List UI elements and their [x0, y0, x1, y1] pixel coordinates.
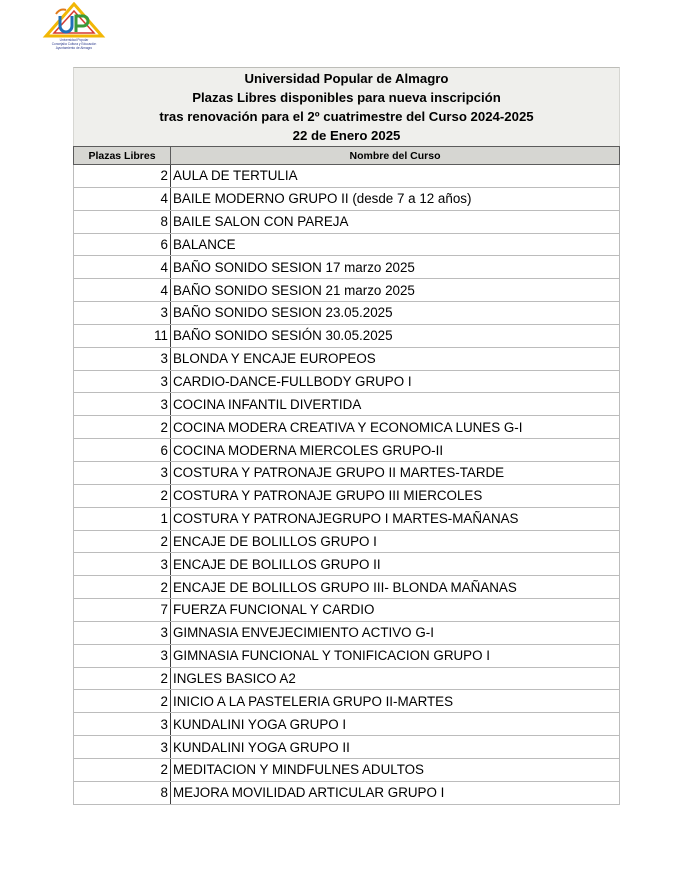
- places-cell: 2: [74, 758, 171, 781]
- table-header-row: [74, 147, 620, 165]
- course-name-cell: COCINA MODERA CREATIVA Y ECONOMICA LUNES G-I: [171, 416, 620, 439]
- table-row: [74, 461, 620, 484]
- places-cell: 8: [74, 781, 171, 804]
- table-row: [74, 439, 620, 462]
- course-name-cell: FUERZA FUNCIONAL Y CARDIO: [171, 599, 620, 622]
- table-body: [74, 165, 620, 805]
- places-cell: 3: [74, 644, 171, 667]
- course-name-cell: BAÑO SONIDO SESION 23.05.2025: [171, 302, 620, 325]
- places-cell: 11: [74, 324, 171, 347]
- places-cell: 7: [74, 599, 171, 622]
- logo-line-3: Ayuntamiento de Almagro: [55, 46, 93, 50]
- table-row: [74, 233, 620, 256]
- places-cell: 2: [74, 484, 171, 507]
- course-name-cell: BAILE MODERNO GRUPO II (desde 7 a 12 años): [171, 187, 620, 210]
- table-row: [74, 553, 620, 576]
- places-cell: 2: [74, 530, 171, 553]
- course-name-cell: COSTURA Y PATRONAJEGRUPO I MARTES-MAÑANAS: [171, 507, 620, 530]
- places-cell: 4: [74, 279, 171, 302]
- places-cell: 3: [74, 621, 171, 644]
- places-cell: 2: [74, 576, 171, 599]
- table-row: [74, 302, 620, 325]
- table-row: [74, 758, 620, 781]
- course-name-cell: BLONDA Y ENCAJE EUROPEOS: [171, 347, 620, 370]
- up-logo-icon: [38, 2, 110, 42]
- places-cell: 3: [74, 302, 171, 325]
- column-header-places: Plazas Libres: [74, 147, 171, 165]
- course-name-cell: BAÑO SONIDO SESION 21 marzo 2025: [171, 279, 620, 302]
- table-row: [74, 507, 620, 530]
- course-name-cell: MEDITACION Y MINDFULNES ADULTOS: [171, 758, 620, 781]
- course-name-cell: AULA DE TERTULIA: [171, 165, 620, 188]
- header-institution: Universidad Popular de Almagro: [244, 71, 449, 86]
- table-row: [74, 667, 620, 690]
- course-name-cell: ENCAJE DE BOLILLOS GRUPO III- BLONDA MAÑANAS: [171, 576, 620, 599]
- places-cell: 3: [74, 461, 171, 484]
- course-name-cell: GIMNASIA ENVEJECIMIENTO ACTIVO G-I: [171, 621, 620, 644]
- course-name-cell: GIMNASIA FUNCIONAL Y TONIFICACION GRUPO I: [171, 644, 620, 667]
- logo-line-2: Concejalía Cultura y Educación: [51, 42, 97, 46]
- places-cell: 3: [74, 347, 171, 370]
- table-row: [74, 256, 620, 279]
- course-name-cell: BAÑO SONIDO SESIÓN 30.05.2025: [171, 324, 620, 347]
- table-row: [74, 347, 620, 370]
- table-row: [74, 370, 620, 393]
- places-cell: 2: [74, 416, 171, 439]
- course-name-cell: KUNDALINI YOGA GRUPO I: [171, 713, 620, 736]
- course-name-cell: COSTURA Y PATRONAJE GRUPO III MIERCOLES: [171, 484, 620, 507]
- places-cell: 4: [74, 256, 171, 279]
- table-row: [74, 576, 620, 599]
- course-name-cell: MEJORA MOVILIDAD ARTICULAR GRUPO I: [171, 781, 620, 804]
- places-cell: 4: [74, 187, 171, 210]
- course-name-cell: COSTURA Y PATRONAJE GRUPO II MARTES-TARDE: [171, 461, 620, 484]
- document-header: [73, 67, 620, 146]
- course-name-cell: COCINA INFANTIL DIVERTIDA: [171, 393, 620, 416]
- table-row: [74, 644, 620, 667]
- places-cell: 6: [74, 439, 171, 462]
- places-cell: 3: [74, 393, 171, 416]
- places-cell: 3: [74, 553, 171, 576]
- table-row: [74, 690, 620, 713]
- course-name-cell: ENCAJE DE BOLILLOS GRUPO II: [171, 553, 620, 576]
- table-row: [74, 324, 620, 347]
- table-row: [74, 393, 620, 416]
- logo-caption: [38, 38, 110, 50]
- course-name-cell: BALANCE: [171, 233, 620, 256]
- table-row: [74, 187, 620, 210]
- places-cell: 6: [74, 233, 171, 256]
- course-name-cell: CARDIO-DANCE-FULLBODY GRUPO I: [171, 370, 620, 393]
- course-name-cell: COCINA MODERNA MIERCOLES GRUPO-II: [171, 439, 620, 462]
- course-name-cell: INICIO A LA PASTELERIA GRUPO II-MARTES: [171, 690, 620, 713]
- places-cell: 3: [74, 713, 171, 736]
- table-row: [74, 781, 620, 804]
- table-row: [74, 599, 620, 622]
- courses-table: [73, 146, 620, 805]
- column-header-course: Nombre del Curso: [171, 147, 620, 165]
- table-row: [74, 621, 620, 644]
- header-date: 22 de Enero 2025: [292, 128, 401, 143]
- course-name-cell: INGLES BASICO A2: [171, 667, 620, 690]
- course-name-cell: KUNDALINI YOGA GRUPO II: [171, 736, 620, 759]
- places-cell: 2: [74, 165, 171, 188]
- header-subtitle: tras renovación para el 2º cuatrimestre del Curso 2024-2025: [159, 109, 534, 124]
- course-name-cell: BAÑO SONIDO SESION 17 marzo 2025: [171, 256, 620, 279]
- up-logo: [38, 2, 110, 52]
- places-cell: 3: [74, 370, 171, 393]
- table-row: [74, 736, 620, 759]
- places-cell: 2: [74, 667, 171, 690]
- logo-line-1: Universidad Popular: [59, 38, 89, 42]
- table-row: [74, 530, 620, 553]
- table-row: [74, 416, 620, 439]
- places-cell: 2: [74, 690, 171, 713]
- header-title: Plazas Libres disponibles para nueva inscripción: [192, 90, 501, 105]
- course-name-cell: ENCAJE DE BOLILLOS GRUPO I: [171, 530, 620, 553]
- places-cell: 8: [74, 210, 171, 233]
- places-cell: 1: [74, 507, 171, 530]
- places-cell: 3: [74, 736, 171, 759]
- course-name-cell: BAILE SALON CON PAREJA: [171, 210, 620, 233]
- table-row: [74, 279, 620, 302]
- table-row: [74, 713, 620, 736]
- table-row: [74, 210, 620, 233]
- table-row: [74, 165, 620, 188]
- table-row: [74, 484, 620, 507]
